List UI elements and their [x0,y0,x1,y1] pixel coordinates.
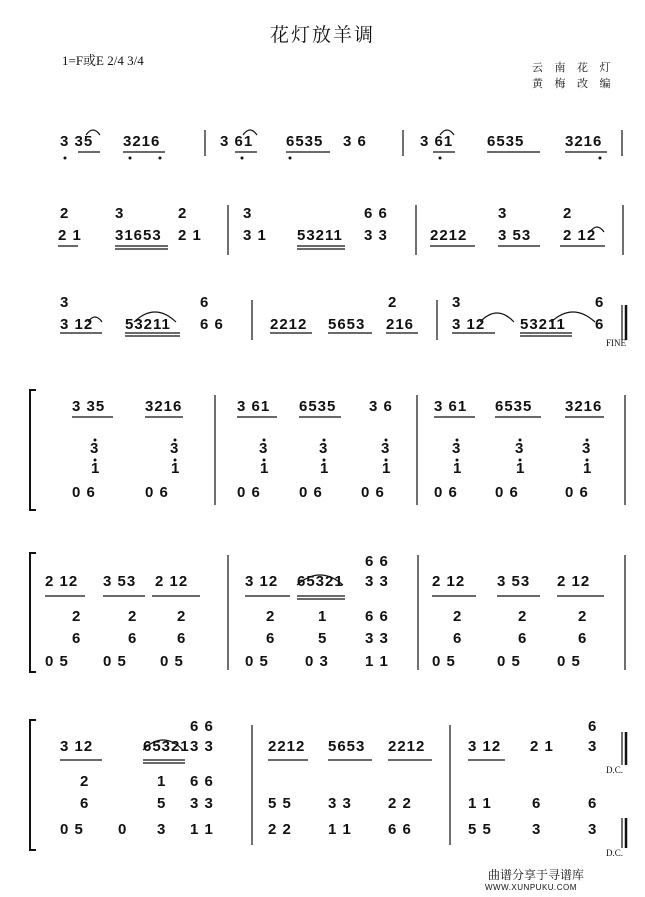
system-4-melody [0,398,645,418]
note-group: 3216 [565,133,603,150]
dc-mark-upper: D.C. [606,765,624,775]
score-title: 花灯放羊调 [269,24,375,46]
note: 1 [91,460,101,477]
note-group: 6 [588,718,598,735]
note: 2 [453,608,463,625]
note-group: 3216 [123,133,161,150]
note-group: 5653 [328,316,366,333]
note: 3 [90,440,100,457]
system-5-harmony-1 [0,608,645,628]
note: 6 [72,630,82,647]
note: 1 [516,460,526,477]
watermark-url[interactable]: WWW.XUNPUKU.COM [485,883,577,892]
note: 2 2 [388,795,412,812]
note: 1 [157,773,167,790]
note-group: 53211 [297,227,343,244]
system-4-bass [0,484,645,504]
note-group: 3 61 [434,398,468,415]
note-group: 2212 [388,738,426,755]
note-group: 6 6 [388,821,412,838]
note-group: 5653 [328,738,366,755]
note-group: 3 6 [343,133,367,150]
note-group: 0 5 [45,653,69,670]
note: 1 [583,460,593,477]
note-group: 0 6 [361,484,385,501]
note: 2 [128,608,138,625]
note-group: 0 5 [60,821,84,838]
note-group: 0 6 [495,484,519,501]
note-group: 0 6 [565,484,589,501]
note-group: 3 53 [103,573,137,590]
system-2-melody [0,227,645,247]
note: 3 [582,440,592,457]
note: 2 [518,608,528,625]
note: 3 [381,440,391,457]
note-group: 6 6 [190,718,214,735]
note-group: 2 2 [268,821,292,838]
note: 3 3 [190,795,214,812]
note-group: 2212 [270,316,308,333]
system-5-melody [0,573,645,593]
system-6-melody [0,738,645,758]
note-group: 0 5 [497,653,521,670]
note-group: 3 53 [497,573,531,590]
note-group: 0 5 [103,653,127,670]
note-group: 3 12 [245,573,279,590]
note: 5 [318,630,328,647]
system-3-melody [0,316,645,336]
note-group: 2 12 [155,573,189,590]
system-6-bass [0,821,645,841]
note-group: 3 [498,205,508,222]
note-group: 6 6 [365,553,389,570]
note: 6 6 [365,608,389,625]
system-6-harmony-1 [0,773,645,793]
note-group: 6 [200,294,210,311]
system-4-harmony-2 [0,460,645,480]
note-group: 0 5 [557,653,581,670]
system-5-upper [0,553,645,573]
note-group: 2 [563,205,573,222]
note-group: 6 6 [364,205,388,222]
note: 6 [266,630,276,647]
note-group: 2 1 [178,227,202,244]
note-group: 3 [115,205,125,222]
note: 6 [177,630,187,647]
system-3-upper [0,294,645,314]
source-credit: 云 南 花 灯 [532,61,615,74]
note-group: 3 12 [468,738,502,755]
note-group: 2 12 [557,573,591,590]
note-group: 3 [588,738,598,755]
arranger-credit: 黄 梅 改 编 [532,77,615,90]
note-group: 3 3 [190,738,214,755]
note-group: 0 6 [237,484,261,501]
note: 6 [578,630,588,647]
note-group: 2 12 [563,227,597,244]
note-group: 2 [388,294,398,311]
note-group: 53211 [125,316,171,333]
note-group: 0 5 [160,653,184,670]
note-group: 6 [595,294,605,311]
note-group: 2212 [430,227,468,244]
note-group: 3 [60,294,70,311]
note: 3 [259,440,269,457]
note: 3 [452,440,462,457]
dc-mark-lower: D.C. [606,848,624,858]
system-6-upper [0,718,645,738]
note-group: 3 12 [452,316,486,333]
note: 1 [453,460,463,477]
note-group: 3 12 [60,738,94,755]
note-group: 216 [386,316,415,333]
note: 2 [80,773,90,790]
note: 3 [532,821,542,838]
system-5-bass [0,653,645,673]
note-group: 0 6 [72,484,96,501]
note-group: 6535 [286,133,324,150]
note-group: 1 1 [365,653,389,670]
watermark-title: 曲谱分享于寻谱库 [488,868,585,882]
note-group: 2 [60,205,70,222]
note-group: 6535 [299,398,337,415]
system-5-harmony-2 [0,630,645,650]
note: 6 [80,795,90,812]
note: 6 [128,630,138,647]
note-group: 0 5 [245,653,269,670]
note-group: 0 6 [299,484,323,501]
note-group: 3 61 [237,398,271,415]
note: 3 [588,821,598,838]
note-group: 3216 [565,398,603,415]
note-group: 3 35 [60,133,94,150]
fine-mark: FINE [606,338,626,348]
note-group: 3 12 [60,316,94,333]
note: 3 [157,821,167,838]
note-group: 0 5 [432,653,456,670]
note: 2 [266,608,276,625]
note-group: 3 61 [220,133,254,150]
note: 5 5 [268,795,292,812]
note-group: 2 [178,205,188,222]
note-group: 6535 [495,398,533,415]
note: 1 [320,460,330,477]
note-group: 3 3 [365,573,389,590]
note: 1 [382,460,392,477]
note: 3 3 [328,795,352,812]
note: 0 [118,821,128,838]
note: 3 [170,440,180,457]
note-group: 2212 [268,738,306,755]
note-group: 2 1 [530,738,554,755]
note-group: 1 1 [328,821,352,838]
note: 6 6 [190,773,214,790]
note-group: 6 6 [200,316,224,333]
system-2-upper [0,205,645,225]
note-group: 6 [595,316,605,333]
note-group: 65321 [143,738,190,755]
note-group: 2 12 [45,573,79,590]
note: 6 [588,795,598,812]
note-group: 31653 [115,227,162,244]
note: 5 [157,795,167,812]
note-group: 3 1 [243,227,267,244]
note: 2 [177,608,187,625]
system-6-harmony-2 [0,795,645,815]
system-1-melody [0,133,645,153]
note-group: 3 61 [420,133,454,150]
note: 6 [532,795,542,812]
key-signature: 1=F或E 2/4 3/4 [62,53,144,68]
note-group: 6535 [487,133,525,150]
note: 3 3 [365,630,389,647]
note: 3 [515,440,525,457]
note-group: 65321 [297,573,344,590]
note: 1 [260,460,270,477]
note-group: 2 1 [58,227,82,244]
note-group: 3 [452,294,462,311]
note-group: 3 3 [364,227,388,244]
note-group: 5 5 [468,821,492,838]
note: 3 [319,440,329,457]
note-group: 3 6 [369,398,393,415]
note: 1 [318,608,328,625]
note-group: 3 [243,205,253,222]
note: 1 1 [468,795,492,812]
note-group: 0 6 [145,484,169,501]
note-group: 0 6 [434,484,458,501]
note: 1 [171,460,181,477]
note-group: 0 3 [305,653,329,670]
note-group: 3 53 [498,227,532,244]
system-4-harmony-1 [0,440,645,460]
note-group: 1 1 [190,821,214,838]
note-group: 53211 [520,316,566,333]
note: 6 [518,630,528,647]
note: 2 [578,608,588,625]
note-group: 2 12 [432,573,466,590]
note: 2 [72,608,82,625]
note-group: 3216 [145,398,183,415]
note: 6 [453,630,463,647]
note-group: 3 35 [72,398,106,415]
